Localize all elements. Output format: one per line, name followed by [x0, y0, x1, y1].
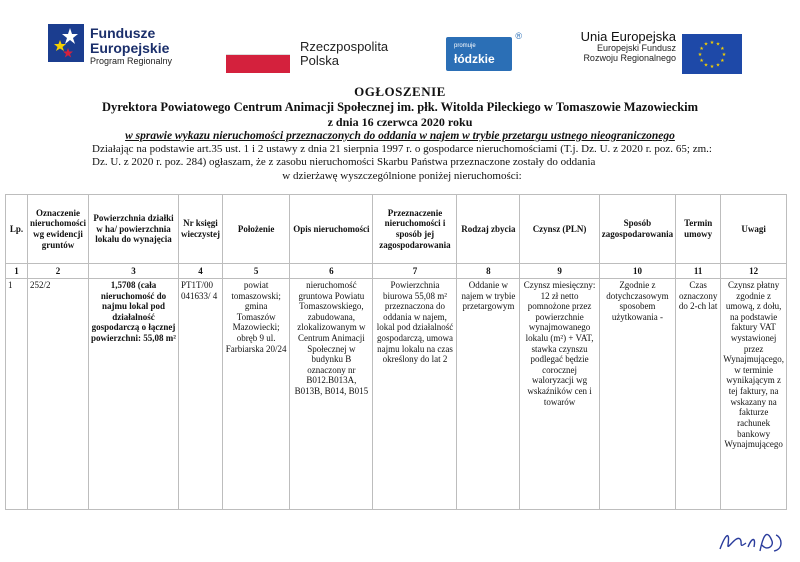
- cell-lp: 1: [6, 279, 28, 510]
- rzeczpospolita-text: [300, 40, 388, 67]
- col-number: 9: [520, 264, 599, 279]
- col-header: Termin umowy: [676, 195, 721, 264]
- eu-star-icon: ★: [697, 53, 703, 58]
- table-header-row: [6, 195, 787, 264]
- announcement-header: [0, 84, 800, 142]
- issuer: Dyrektora Powiatowego Centrum Animacji Społecznej im. płk. Witolda Pileckiego w Tomaszowie Mazowieckim: [101, 100, 699, 114]
- col-number: 2: [28, 264, 89, 279]
- cell-notes: Czynsz płatny zgodnie z umową, z dołu, na podstawie faktury VAT wystawionej przez Wynajmującego, w terminie wynikającym z tej faktury, na wskazany na fakturze rachunek bankowy Wynajmującego: [721, 279, 787, 510]
- table-row: [6, 279, 787, 510]
- col-number: 8: [457, 264, 520, 279]
- col-header: Rodzaj zbycia: [457, 195, 520, 264]
- logo-bar: [0, 12, 800, 74]
- col-header: Nr księgi wieczystej: [178, 195, 222, 264]
- col-number: 10: [599, 264, 675, 279]
- registered-icon: ®: [515, 31, 522, 41]
- col-header: Opis nieruchomości: [290, 195, 373, 264]
- col-header: Sposób zagospodarowania: [599, 195, 675, 264]
- fundusze-europejskie-logo-icon: [48, 24, 84, 62]
- cell-kw: PT1T/00 041633/ 4: [178, 279, 222, 510]
- cell-use: Zgodnie z dotychczasowym sposobem użytkowania -: [599, 279, 675, 510]
- unia-europejska-text: [560, 30, 676, 64]
- eu-star-icon: ★: [709, 65, 715, 70]
- ue-line3: Rozwoju Regionalnego: [583, 53, 676, 64]
- rp-line2: Polska: [300, 52, 340, 68]
- col-number: 4: [178, 264, 222, 279]
- announcement-date: z dnia 16 czerwca 2020 roku: [327, 115, 473, 129]
- lodz-small: promuje: [454, 43, 476, 49]
- cell-description: nieruchomość gruntowa Powiatu Tomaszowskiego, zabudowana, zlokalizowanym w Centrum Animacji Społecznej w budynku B oznaczony nr B012.B013A, B013B, B014, B015: [290, 279, 373, 510]
- col-header: Uwagi: [721, 195, 787, 264]
- col-number: 1: [6, 264, 28, 279]
- col-number: 5: [222, 264, 289, 279]
- eu-star-icon: ★: [720, 47, 725, 52]
- col-number: 12: [721, 264, 787, 279]
- col-header: Powierzchnia działki w ha/ powierzchnia lokalu do wynajęcia: [89, 195, 179, 264]
- column-number-row: [6, 264, 787, 279]
- eu-star-icon: ★: [720, 59, 725, 64]
- cell-mode: Oddanie w najem w trybie przetargowym: [457, 279, 520, 510]
- fe-line3: Program Regionalny: [90, 56, 173, 67]
- cell-rent: Czynsz miesięczny: 12 zł netto pomnożone przez powierzchnie wynajmowanego lokalu (m²) + VAT, stawka czynszu podlegać będzie corocznej waloryzacji wg wskaźników cen i towarów: [520, 279, 599, 510]
- intro-last: w dzierżawę wyszczególnione poniżej nieruchomości:: [282, 169, 522, 182]
- eu-star-icon: ★: [721, 53, 727, 58]
- col-header: Czynsz (PLN): [520, 195, 599, 264]
- rp-line1: Rzeczpospolita: [300, 39, 389, 54]
- cell-area: 1,5708 (cała nieruchomość do najmu lokal pod działalność gospodarczą o łącznej powierzchni: 55,08 m²: [89, 279, 179, 510]
- intro-paragraph: [92, 143, 712, 183]
- col-header: Położenie: [222, 195, 289, 264]
- property-table: [5, 194, 787, 510]
- col-number: 3: [89, 264, 179, 279]
- eu-star-icon: ★: [699, 59, 704, 64]
- fe-line2: Europejskie: [90, 39, 170, 56]
- polish-flag-icon: [226, 54, 290, 73]
- eu-star-icon: ★: [699, 47, 704, 52]
- col-header: Oznaczenie nieruchomości wg ewidencji gruntów: [28, 195, 89, 264]
- col-number: 6: [290, 264, 373, 279]
- eu-star-icon: ★: [715, 63, 721, 69]
- lodzkie-logo: [446, 31, 522, 71]
- fundusze-europejskie-text: [90, 26, 172, 67]
- signature-icon: [716, 527, 788, 555]
- ue-line2: Europejski Fundusz: [596, 43, 676, 54]
- col-number: 11: [676, 264, 721, 279]
- eu-star-icon: ★: [709, 41, 715, 46]
- ue-line1: Unia Europejska: [580, 29, 676, 44]
- announcement-title: OGŁOSZENIE: [354, 84, 446, 99]
- intro-main: Działając na podstawie art.35 ust. 1 i 2 ustawy z dnia 21 sierpnia 1997 r. o gospodarce nieruchomościami (T.j. Dz. U. z 2020 r. poz. 65; zm.: Dz. U. z 2020 r. poz. 284) ogłaszam, że z zasobu nieruchomości Skarbu Państwa przeznaczone zostały do oddania: [92, 143, 712, 169]
- eu-flag-icon: [682, 34, 742, 74]
- fe-line1: Fundusze: [90, 25, 156, 41]
- cell-term: Czas oznaczony do 2-ch lat: [676, 279, 721, 510]
- eu-star-icon: ★: [703, 42, 709, 48]
- col-number: 7: [373, 264, 457, 279]
- cell-purpose: Powierzchnia biurowa 55,08 m² przeznaczona do oddania w najem, lokal pod działalność gospodarczą, umowa najmu lokalu na czas określony do lat 2: [373, 279, 457, 510]
- col-header: Przeznaczenie nieruchomości i sposób jej zagospodarowania: [373, 195, 457, 264]
- eu-star-icon: ★: [703, 63, 709, 69]
- cell-parcel: 252/2: [28, 279, 89, 510]
- lodz-big: łódzkie: [454, 52, 495, 66]
- eu-star-icon: ★: [715, 42, 721, 48]
- announcement-subject: w sprawie wykazu nieruchomości przeznaczonych do oddania w najem w trybie przetargu ustnego nieograniczonego: [125, 130, 675, 142]
- col-header: Lp.: [6, 195, 28, 264]
- cell-location: powiat tomaszowski; gmina Tomaszów Mazowiecki; obręb 9 ul. Farbiarska 20/24: [222, 279, 289, 510]
